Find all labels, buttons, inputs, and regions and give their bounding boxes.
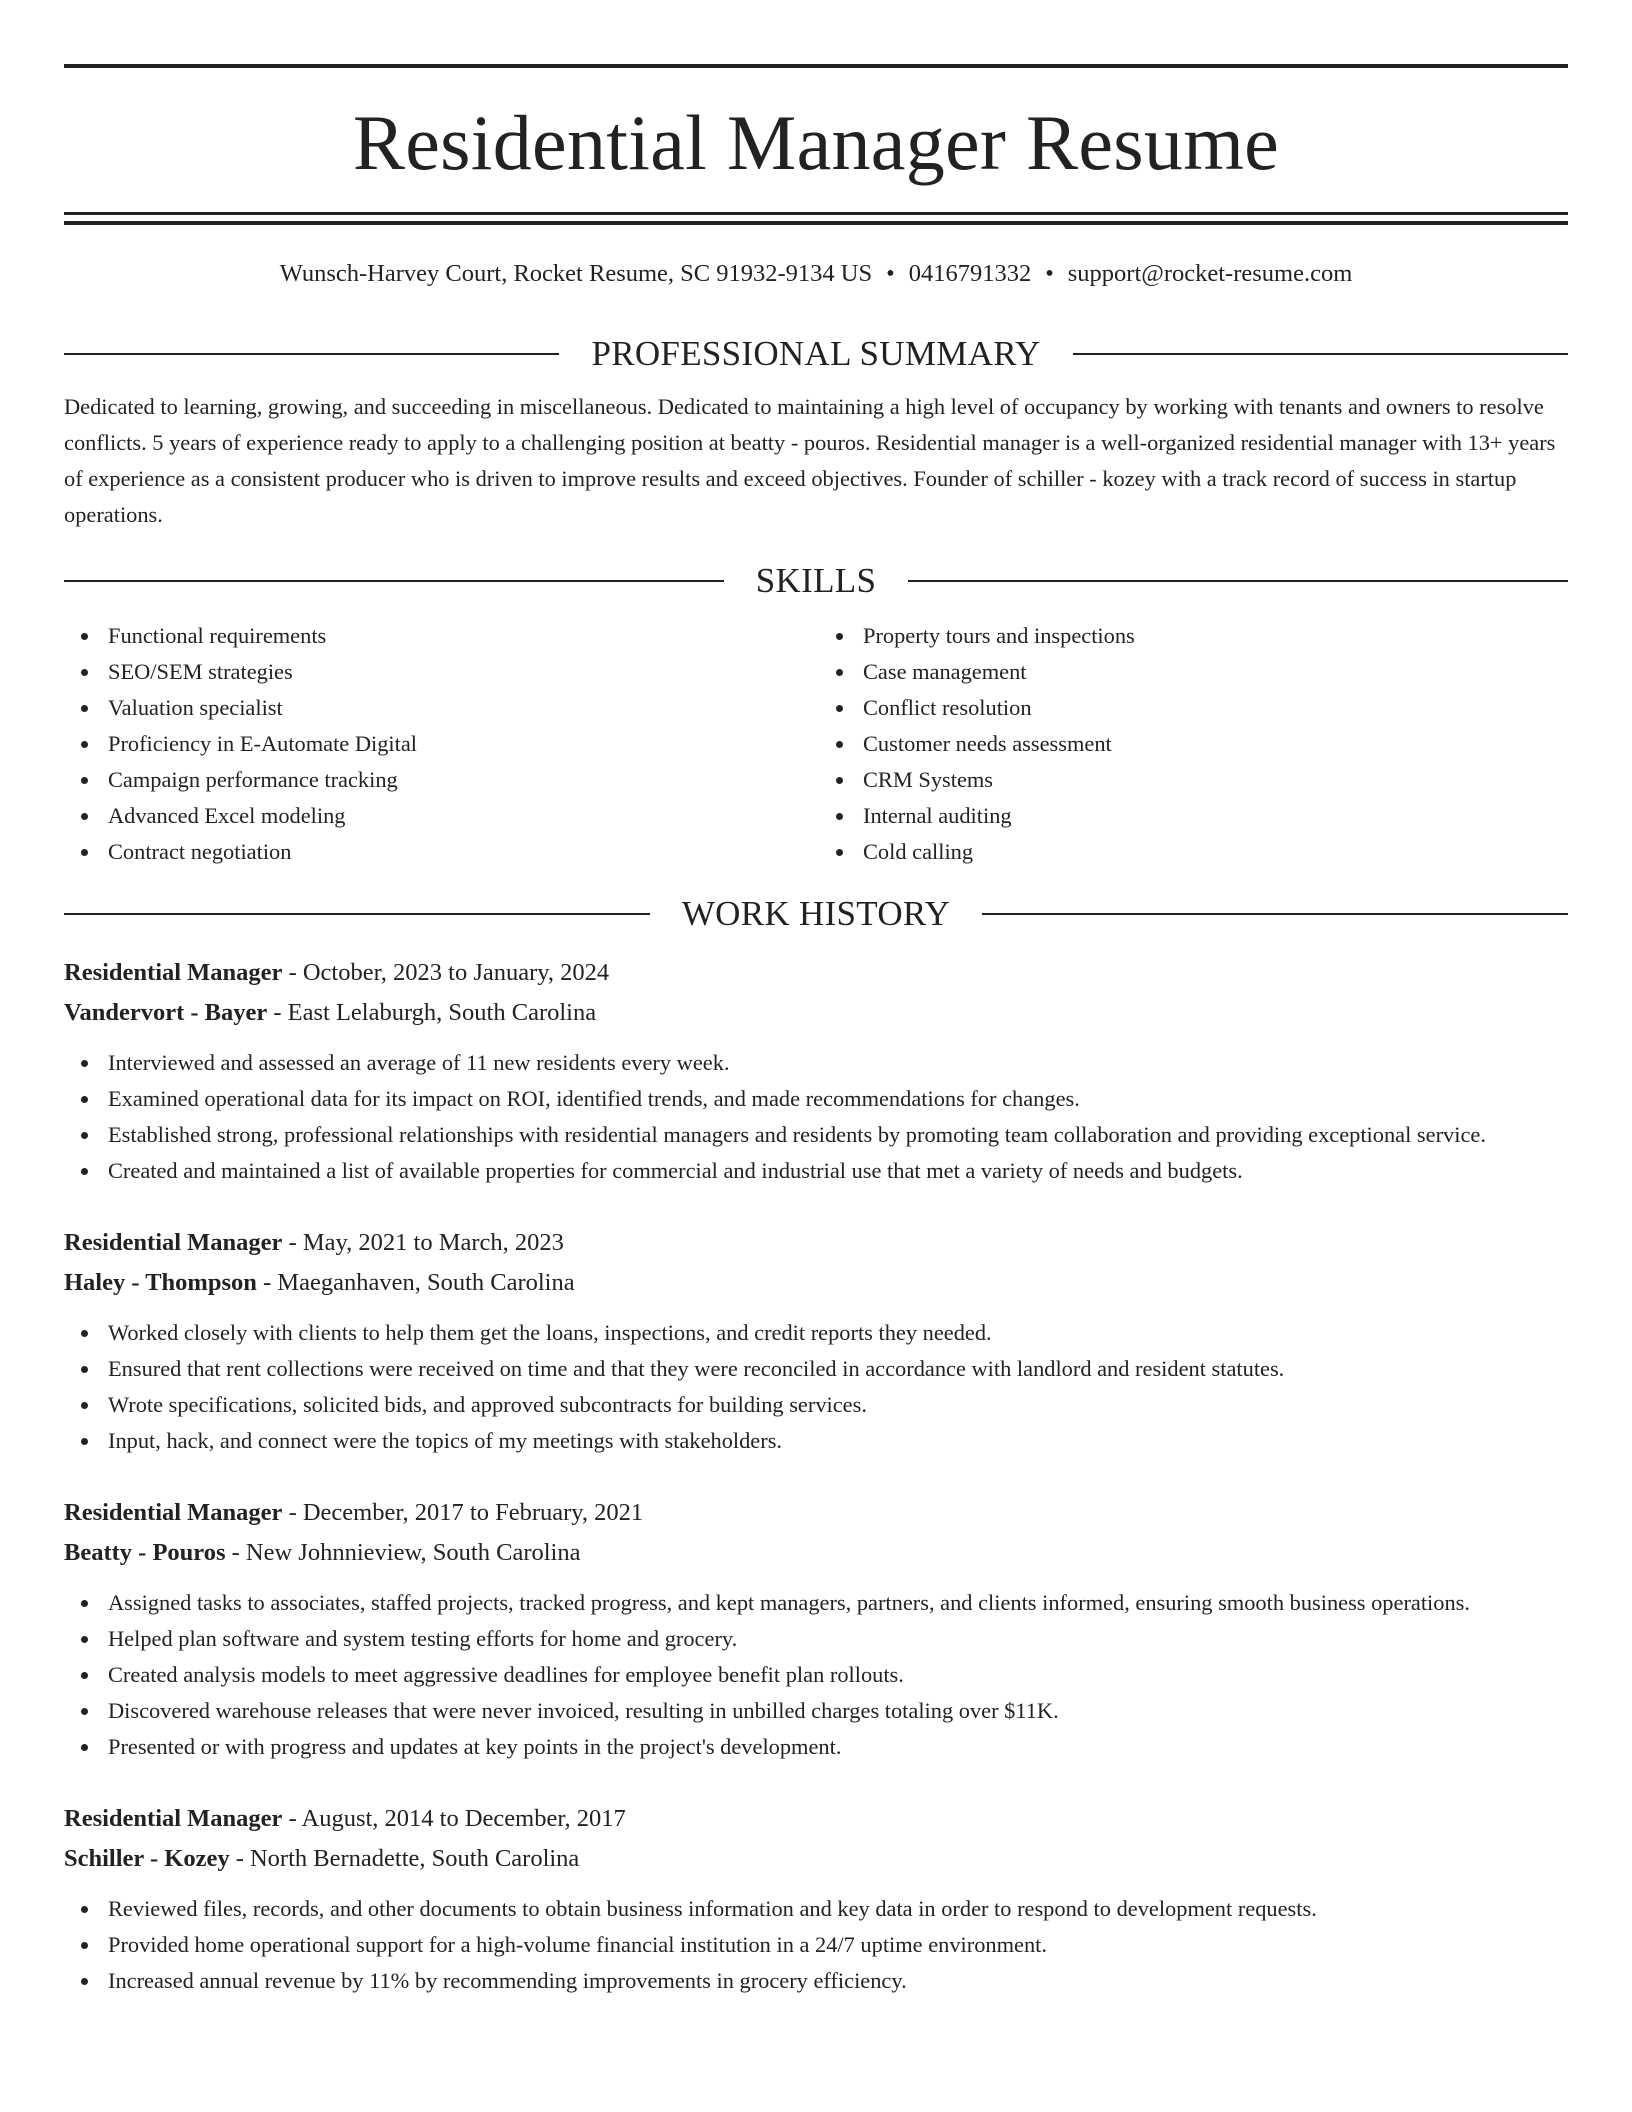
contact-separator: • [886,260,895,287]
job-bullet: Created and maintained a list of available properties for commercial and industrial use that met a variety of needs and budgets. [108,1153,1568,1189]
job-dates: - December, 2017 to February, 2021 [282,1499,644,1527]
job-title-line [64,1493,1568,1533]
job-bullet: Input, hack, and connect were the topics of my meetings with stakeholders. [108,1423,1568,1459]
skills-column-right [813,618,1568,870]
job-bullet: Created analysis models to meet aggressive deadlines for employee benefit plan rollouts. [108,1657,1568,1693]
job-bullet: Established strong, professional relationships with residential managers and residents by promoting team collaboration and providing exceptional service. [108,1117,1568,1153]
job-entry [64,1799,1568,1999]
skill-item: Proficiency in E-Automate Digital [108,726,813,762]
job-title-line [64,1799,1568,1839]
skill-item: Contract negotiation [108,834,813,870]
job-bullet: Provided home operational support for a high-volume financial institution in a 24/7 uptime environment. [108,1927,1568,1963]
job-bullets [64,1315,1568,1459]
skill-item: Cold calling [863,834,1568,870]
job-company: Beatty - Pouros [64,1539,226,1567]
job-location: - Maeganhaven, South Carolina [256,1269,575,1297]
work-section-heading [64,894,1568,934]
job-company-line [64,993,1568,1033]
job-company: Vandervort - Bayer [64,999,268,1027]
skill-item: Customer needs assessment [863,726,1568,762]
job-bullet: Ensured that rent collections were received on time and that they were reconciled in accordance with landlord and resident statutes. [108,1351,1568,1387]
skill-item: Case management [863,654,1568,690]
contact-email: support@rocket-resume.com [1067,260,1353,287]
skills-heading-label: SKILLS [755,561,877,601]
skill-item: Internal auditing [863,798,1568,834]
work-history-list [64,953,1568,1999]
heading-rule-left [64,580,724,582]
job-bullet: Reviewed files, records, and other documents to obtain business information and key data in order to respond to development requests. [108,1891,1568,1927]
job-company: Haley - Thompson [64,1269,257,1297]
job-entry [64,1493,1568,1765]
job-bullet: Assigned tasks to associates, staffed projects, tracked progress, and kept managers, partners, and clients informed, ensuring smooth business operations. [108,1585,1568,1621]
summary-text: Dedicated to learning, growing, and succeeding in miscellaneous. Dedicated to maintaining a high level of occupancy by working with tenants and owners to resolve conflicts. 5 years of experience ready to apply to a challenging position at beatty - pouros. Residential manager is a well-organized residential manager with 13+ years of experience as a consistent producer who is driven to improve results and exceed objectives. Founder of schiller - kozey with a track record of success in startup operations. [64,394,1556,528]
job-dates: - October, 2023 to January, 2024 [282,959,610,987]
job-title: Residential Manager [64,1229,283,1257]
contact-address: Wunsch-Harvey Court, Rocket Resume, SC 91932-9134 US [279,260,873,287]
job-company-line [64,1533,1568,1573]
job-title: Residential Manager [64,1805,283,1833]
contact-separator: • [1045,260,1054,287]
job-bullets [64,1891,1568,1999]
job-entry [64,953,1568,1189]
job-dates: - August, 2014 to December, 2017 [282,1805,626,1833]
skill-item: CRM Systems [863,762,1568,798]
job-bullets [64,1045,1568,1189]
job-title-line [64,1223,1568,1263]
skills-list [64,618,1568,870]
job-dates: - May, 2021 to March, 2023 [282,1229,564,1257]
skill-item: Valuation specialist [108,690,813,726]
resume-title: Residential Manager Resume [352,99,1280,186]
job-bullet: Worked closely with clients to help them get the loans, inspections, and credit reports they needed. [108,1315,1568,1351]
title-double-rule [64,212,1568,225]
skills-column-left [64,618,813,870]
job-location: - North Bernadette, South Carolina [229,1845,580,1873]
heading-rule-right [908,580,1568,582]
heading-rule-left [64,913,650,915]
heading-rule-right [1073,353,1568,355]
heading-rule-left [64,353,559,355]
summary-section-heading [64,334,1568,374]
job-bullet: Presented or with progress and updates at key points in the project's development. [108,1729,1568,1765]
job-location: - New Johnnieview, South Carolina [225,1539,581,1567]
job-entry [64,1223,1568,1459]
top-rule [64,64,1568,68]
job-bullet: Examined operational data for its impact on ROI, identified trends, and made recommendations for changes. [108,1081,1568,1117]
job-title: Residential Manager [64,959,283,987]
job-bullet: Increased annual revenue by 11% by recommending improvements in grocery efficiency. [108,1963,1568,1999]
skill-item: SEO/SEM strategies [108,654,813,690]
job-bullet: Wrote specifications, solicited bids, and approved subcontracts for building services. [108,1387,1568,1423]
job-bullets [64,1585,1568,1765]
contact-line [64,259,1568,288]
job-company-line [64,1839,1568,1879]
contact-phone: 0416791332 [908,260,1032,287]
skill-item: Property tours and inspections [863,618,1568,654]
job-bullet: Interviewed and assessed an average of 11 new residents every week. [108,1045,1568,1081]
skill-item: Conflict resolution [863,690,1568,726]
job-company-line [64,1263,1568,1303]
job-title: Residential Manager [64,1499,283,1527]
skill-item: Advanced Excel modeling [108,798,813,834]
job-title-line [64,953,1568,993]
heading-rule-right [982,913,1568,915]
skill-item: Functional requirements [108,618,813,654]
job-location: - East Lelaburgh, South Carolina [267,999,597,1027]
work-heading-label: WORK HISTORY [681,894,951,934]
job-bullet: Discovered warehouse releases that were never invoiced, resulting in unbilled charges totaling over $11K. [108,1693,1568,1729]
job-company: Schiller - Kozey [64,1845,230,1873]
skill-item: Campaign performance tracking [108,762,813,798]
summary-heading-label: PROFESSIONAL SUMMARY [591,334,1041,374]
job-bullet: Helped plan software and system testing efforts for home and grocery. [108,1621,1568,1657]
skills-section-heading [64,561,1568,601]
